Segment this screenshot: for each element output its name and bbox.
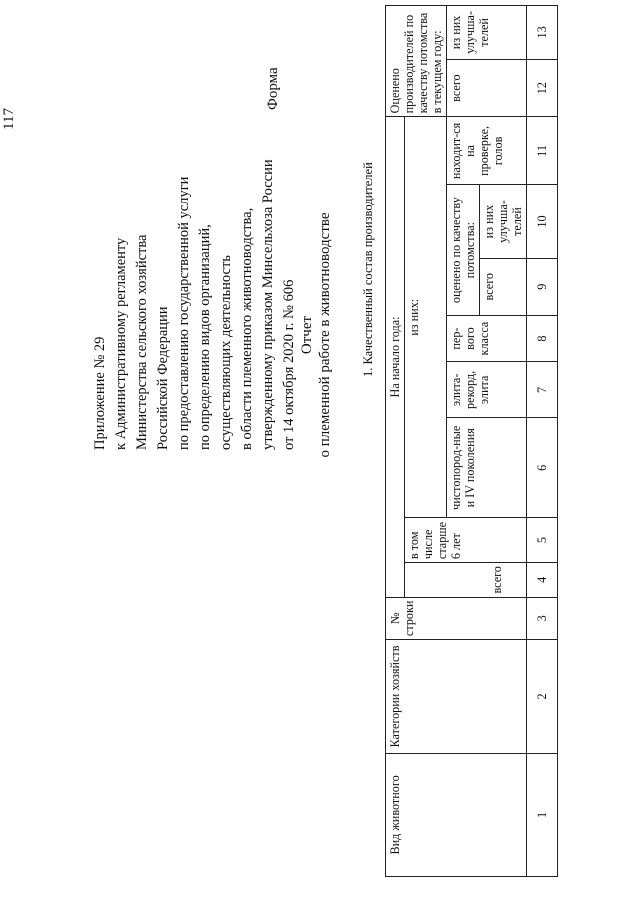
header-under-check: находит-ся на проверке, голов (447, 117, 527, 185)
header-evaluated: оценено по качеству потомства: (447, 185, 480, 315)
appendix-line: Министерства сельского хозяйства (134, 234, 150, 450)
column-number: 4 (527, 563, 558, 597)
column-number: 7 (527, 362, 558, 418)
header-over-6-years: в том числе старше 6 лет (405, 518, 527, 563)
header-row-number: № строки (386, 597, 527, 640)
header-purebred: чистопород-ные и IV поколения (447, 418, 527, 518)
appendix-line: Российской Федерации (155, 306, 171, 450)
header-farm-category: Категории хозяйств (386, 640, 527, 754)
column-number: 6 (527, 418, 558, 518)
appendix-line: к Административному регламенту (113, 237, 129, 450)
header-total: всего (405, 563, 527, 597)
appendix-line: от 14 октября 2020 г. № 606 (281, 279, 297, 450)
header-evaluated-current-year: Оценено производителей по качеству потомства в текущем году: (386, 6, 447, 117)
header-current-total: всего (447, 59, 527, 117)
section-heading: 1. Качественный состав производителей (361, 162, 375, 377)
header-first-class: пер-вого класса (447, 315, 527, 362)
column-number: 9 (527, 258, 558, 315)
appendix-line: утвержденному приказом Минсельхоза России (260, 159, 276, 450)
header-of-them: из них: (405, 117, 447, 518)
page-number: 117 (1, 108, 17, 130)
column-number: 5 (527, 518, 558, 563)
header-animal-type: Вид животного (386, 753, 527, 876)
column-number: 2 (527, 640, 558, 754)
header-evaluated-total: всего (480, 258, 527, 315)
form-label: Форма (265, 67, 281, 110)
appendix-line: Приложение № 29 (92, 336, 108, 450)
column-number: 10 (527, 185, 558, 258)
column-number: 11 (527, 117, 558, 185)
report-subtitle: о племенной работе в животноводстве (317, 212, 333, 458)
producers-table (385, 5, 558, 877)
header-elite: элита-рекорд, элита (447, 362, 527, 418)
appendix-line: по предоставлению государственной услуги (176, 176, 192, 450)
report-title-block (298, 185, 334, 485)
appendix-line: в области племенного животноводства, (239, 207, 255, 450)
header-evaluated-improvers: из них улучша-телей (480, 185, 527, 258)
column-number: 1 (527, 753, 558, 876)
header-start-of-year: На начало года: (386, 117, 405, 597)
report-title: Отчет (299, 315, 315, 355)
column-number: 13 (527, 6, 558, 60)
column-number: 8 (527, 315, 558, 362)
header-current-improvers: из них улучша-телей (447, 6, 527, 60)
column-number: 3 (527, 597, 558, 640)
appendix-line: по определению видов организаций, (197, 224, 213, 450)
appendix-line: осуществляющих деятельность (218, 255, 234, 450)
column-number: 12 (527, 59, 558, 117)
